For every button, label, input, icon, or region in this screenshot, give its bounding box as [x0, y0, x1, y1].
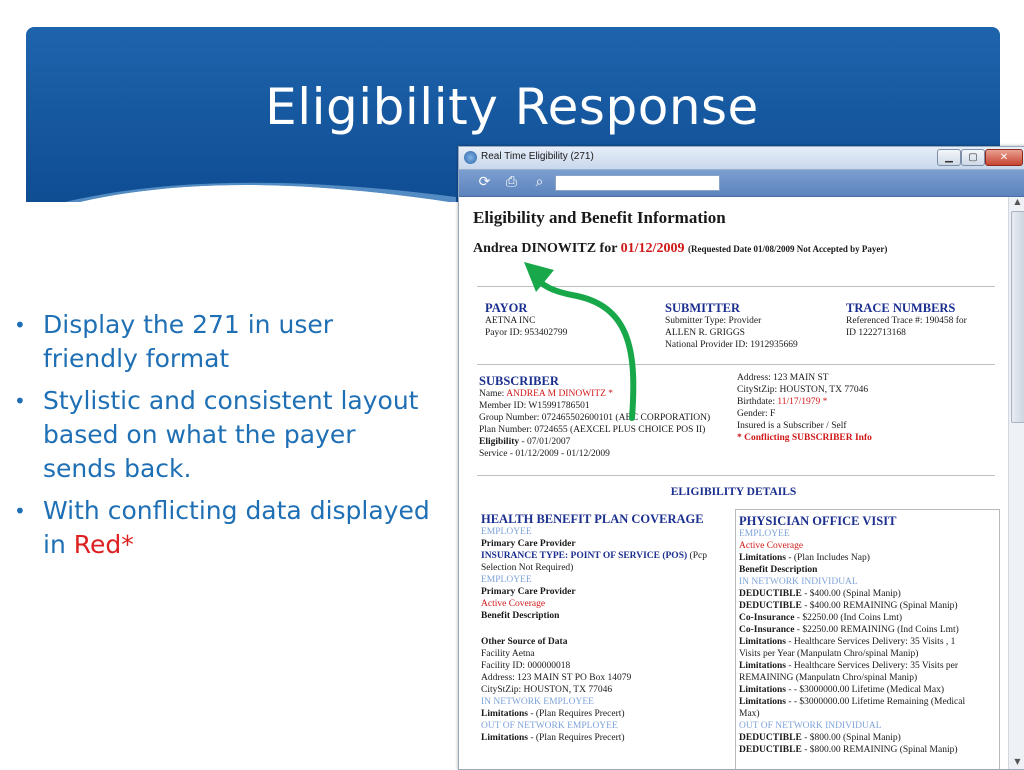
limitations-label: Limitations	[739, 553, 786, 563]
submitter-line: National Provider ID: 1912935669	[665, 340, 798, 350]
bullet-dot-icon: •	[14, 313, 26, 337]
row-value: Max)	[739, 709, 760, 719]
group-number: Group Number: 072465502600101 (ABC CORPORATION)	[479, 413, 711, 423]
subscriber-address: Address: 123 MAIN ST	[737, 373, 829, 383]
bullet-item	[14, 384, 434, 486]
maximize-button[interactable]	[961, 149, 985, 166]
eligibility-window	[458, 146, 1024, 770]
health-plan-header: HEALTH BENEFIT PLAN COVERAGE	[481, 512, 704, 526]
window-toolbar	[459, 170, 1024, 197]
benefit-row	[739, 613, 902, 625]
payor-line: AETNA INC	[485, 316, 536, 326]
bullet-dot-icon: •	[14, 499, 26, 523]
benefit-row	[739, 661, 958, 673]
app-globe-icon	[464, 151, 477, 164]
patient-date-note: (Requested Date 01/08/2009 Not Accepted by Payer)	[687, 244, 888, 254]
row-label: Limitations	[739, 637, 786, 647]
scrollbar-thumb[interactable]	[1011, 211, 1024, 423]
eligibility-label: Eligibility	[479, 437, 520, 447]
benefit-description: Benefit Description	[481, 611, 560, 621]
gender: Gender: F	[737, 409, 776, 419]
bullet-list	[14, 308, 434, 570]
trace-header: TRACE NUMBERS	[846, 301, 956, 315]
limitations-value: - (Plan Requires Precert)	[527, 709, 625, 719]
benefit-row	[739, 709, 760, 721]
benefit-row	[739, 733, 901, 745]
benefit-description: Benefit Description	[739, 565, 818, 575]
benefit-row	[739, 685, 944, 697]
red-highlight-text: Red*	[73, 530, 134, 559]
in-network-label: IN NETWORK INDIVIDUAL	[739, 577, 858, 587]
limitations-value: - (Plan Requires Precert)	[527, 733, 625, 743]
window-title: Real Time Eligibility (271)	[481, 151, 594, 162]
divider	[477, 475, 995, 476]
employee-label: EMPLOYEE	[739, 529, 790, 539]
benefit-row	[739, 589, 901, 601]
birthdate-value: 11/17/1979 *	[777, 397, 828, 407]
pcp-label: Primary Care Provider	[481, 539, 576, 549]
row-value: - $2250.00 REMAINING (Ind Coins Lmt)	[794, 625, 959, 635]
subscriber-citystzip: CityStZip: HOUSTON, TX 77046	[737, 385, 869, 395]
close-icon: ✕	[999, 152, 1009, 163]
find-icon[interactable]: ⌕	[535, 174, 544, 190]
annotation-arrow-icon	[512, 250, 642, 425]
limitations-label: Limitations	[481, 733, 528, 743]
row-label: DEDUCTIBLE	[739, 745, 802, 755]
limitations-line	[481, 733, 625, 745]
payor-line: Payor ID: 953402799	[485, 328, 568, 338]
benefit-row	[739, 673, 917, 685]
benefit-row	[739, 637, 955, 649]
row-value: Visits per Year (Manpulatn Chro/spinal Manip)	[739, 649, 919, 659]
address-field[interactable]	[555, 175, 720, 191]
row-value: - $400.00 REMAINING (Spinal Manip)	[801, 601, 958, 611]
bullet-dot-icon: •	[14, 389, 26, 413]
patient-for-label: for	[599, 241, 618, 256]
insurance-type: INSURANCE TYPE: POINT OF SERVICE (POS)	[481, 551, 688, 561]
subscriber-name-value: ANDREA M DINOWITZ *	[506, 389, 614, 399]
patient-date: 01/12/2009	[620, 241, 685, 256]
eligibility-value: - 07/01/2007	[519, 437, 571, 447]
name-label: Name:	[479, 389, 505, 399]
facility-id: Facility ID: 000000018	[481, 661, 571, 671]
row-label: Limitations	[739, 697, 786, 707]
submitter-line: ALLEN R. GRIGGS	[665, 328, 745, 338]
facility-address: Address: 123 MAIN ST PO Box 14079	[481, 673, 632, 683]
insurance-type-note-2: Selection Not Required)	[481, 563, 574, 573]
active-coverage: Active Coverage	[739, 541, 804, 551]
birthdate-line	[737, 397, 827, 409]
bullet-item	[14, 308, 434, 376]
plan-number: Plan Number: 0724655 (AEXCEL PLUS CHOICE POS II)	[479, 425, 706, 435]
row-label: DEDUCTIBLE	[739, 589, 802, 599]
bullet-text: With conflicting data displayed in	[43, 496, 430, 559]
insured-relation: Insured is a Subscriber / Self	[737, 421, 847, 431]
scroll-down-icon[interactable]: ▼	[1014, 757, 1021, 766]
subscriber-header: SUBSCRIBER	[479, 374, 559, 388]
bullet-text: Display the 271 in user friendly format	[43, 310, 334, 373]
insurance-type-line	[481, 551, 707, 563]
conflict-notice: * Conflicting SUBSCRIBER Info	[737, 433, 872, 443]
scroll-up-icon[interactable]: ▲	[1014, 197, 1021, 206]
row-value: - $800.00 (Spinal Manip)	[801, 733, 901, 743]
benefit-row	[739, 697, 965, 709]
row-value: REMAINING (Manpulatn Chro/spinal Manip)	[739, 673, 918, 683]
row-value: - $2250.00 (Ind Coins Lmt)	[794, 613, 903, 623]
employee-label: EMPLOYEE	[481, 575, 532, 585]
service-line: Service - 01/12/2009 - 01/12/2009	[479, 449, 610, 459]
row-label: DEDUCTIBLE	[739, 601, 802, 611]
row-value: - $800.00 REMAINING (Spinal Manip)	[801, 745, 958, 755]
row-label: DEDUCTIBLE	[739, 733, 802, 743]
row-label: Co-Insurance	[739, 613, 795, 623]
active-coverage: Active Coverage	[481, 599, 546, 609]
eligibility-line	[479, 437, 570, 449]
employee-label: EMPLOYEE	[481, 527, 532, 537]
row-label: Limitations	[739, 661, 786, 671]
patient-name: Andrea DINOWITZ	[473, 241, 597, 256]
minimize-icon: ▁	[945, 152, 953, 163]
out-network-label: OUT OF NETWORK EMPLOYEE	[481, 721, 618, 731]
benefit-row	[739, 745, 958, 757]
eligibility-details-header: ELIGIBILITY DETAILS	[670, 486, 797, 498]
submitter-header: SUBMITTER	[665, 301, 741, 315]
benefit-row	[739, 649, 918, 661]
bullet-text: Stylistic and consistent layout based on what the payer sends back.	[43, 386, 419, 483]
facility-citystzip: CityStZip: HOUSTON, TX 77046	[481, 685, 613, 695]
minimize-button[interactable]	[937, 149, 961, 166]
insurance-type-note: (Pcp	[687, 551, 707, 561]
row-value: - - $3000000.00 Lifetime (Medical Max)	[785, 685, 945, 695]
trace-line: Referenced Trace #: 190458 for	[846, 316, 967, 326]
refresh-icon[interactable]: ⟳	[478, 174, 491, 190]
limitations-line	[739, 553, 870, 565]
bullet-item	[14, 494, 434, 562]
in-network-label: IN NETWORK EMPLOYEE	[481, 697, 594, 707]
member-id: Member ID: W15991786501	[479, 401, 590, 411]
facility-name: Facility Aetna	[481, 649, 535, 659]
row-value: - Healthcare Services Delivery: 35 Visits , 1	[785, 637, 956, 647]
limitations-line	[481, 709, 625, 721]
row-value: - $400.00 (Spinal Manip)	[801, 589, 901, 599]
limitations-value: - (Plan Includes Nap)	[785, 553, 870, 563]
vertical-scrollbar[interactable]	[1008, 197, 1024, 769]
slide-title: Eligibility Response	[265, 78, 759, 136]
print-icon[interactable]: ⎙	[505, 174, 518, 190]
row-label: Limitations	[739, 685, 786, 695]
birthdate-label: Birthdate:	[737, 397, 775, 407]
physician-header: PHYSICIAN OFFICE VISIT	[739, 514, 897, 528]
trace-line: ID 1222713168	[846, 328, 906, 338]
row-value: - - $3000000.00 Lifetime Remaining (Medical	[785, 697, 966, 707]
report-heading: Eligibility and Benefit Information	[473, 208, 726, 227]
payor-header: PAYOR	[485, 301, 528, 315]
close-button[interactable]	[985, 149, 1023, 166]
window-titlebar[interactable]	[459, 147, 1024, 170]
pcp-label: Primary Care Provider	[481, 587, 576, 597]
other-source-header: Other Source of Data	[481, 637, 568, 647]
maximize-icon: ▢	[968, 152, 978, 163]
benefit-row	[739, 601, 958, 613]
row-value: - Healthcare Services Delivery: 35 Visits per	[785, 661, 959, 671]
benefit-row	[739, 625, 959, 637]
out-network-label: OUT OF NETWORK INDIVIDUAL	[739, 721, 882, 731]
row-label: Co-Insurance	[739, 625, 795, 635]
submitter-line: Submitter Type: Provider	[665, 316, 762, 326]
limitations-label: Limitations	[481, 709, 528, 719]
